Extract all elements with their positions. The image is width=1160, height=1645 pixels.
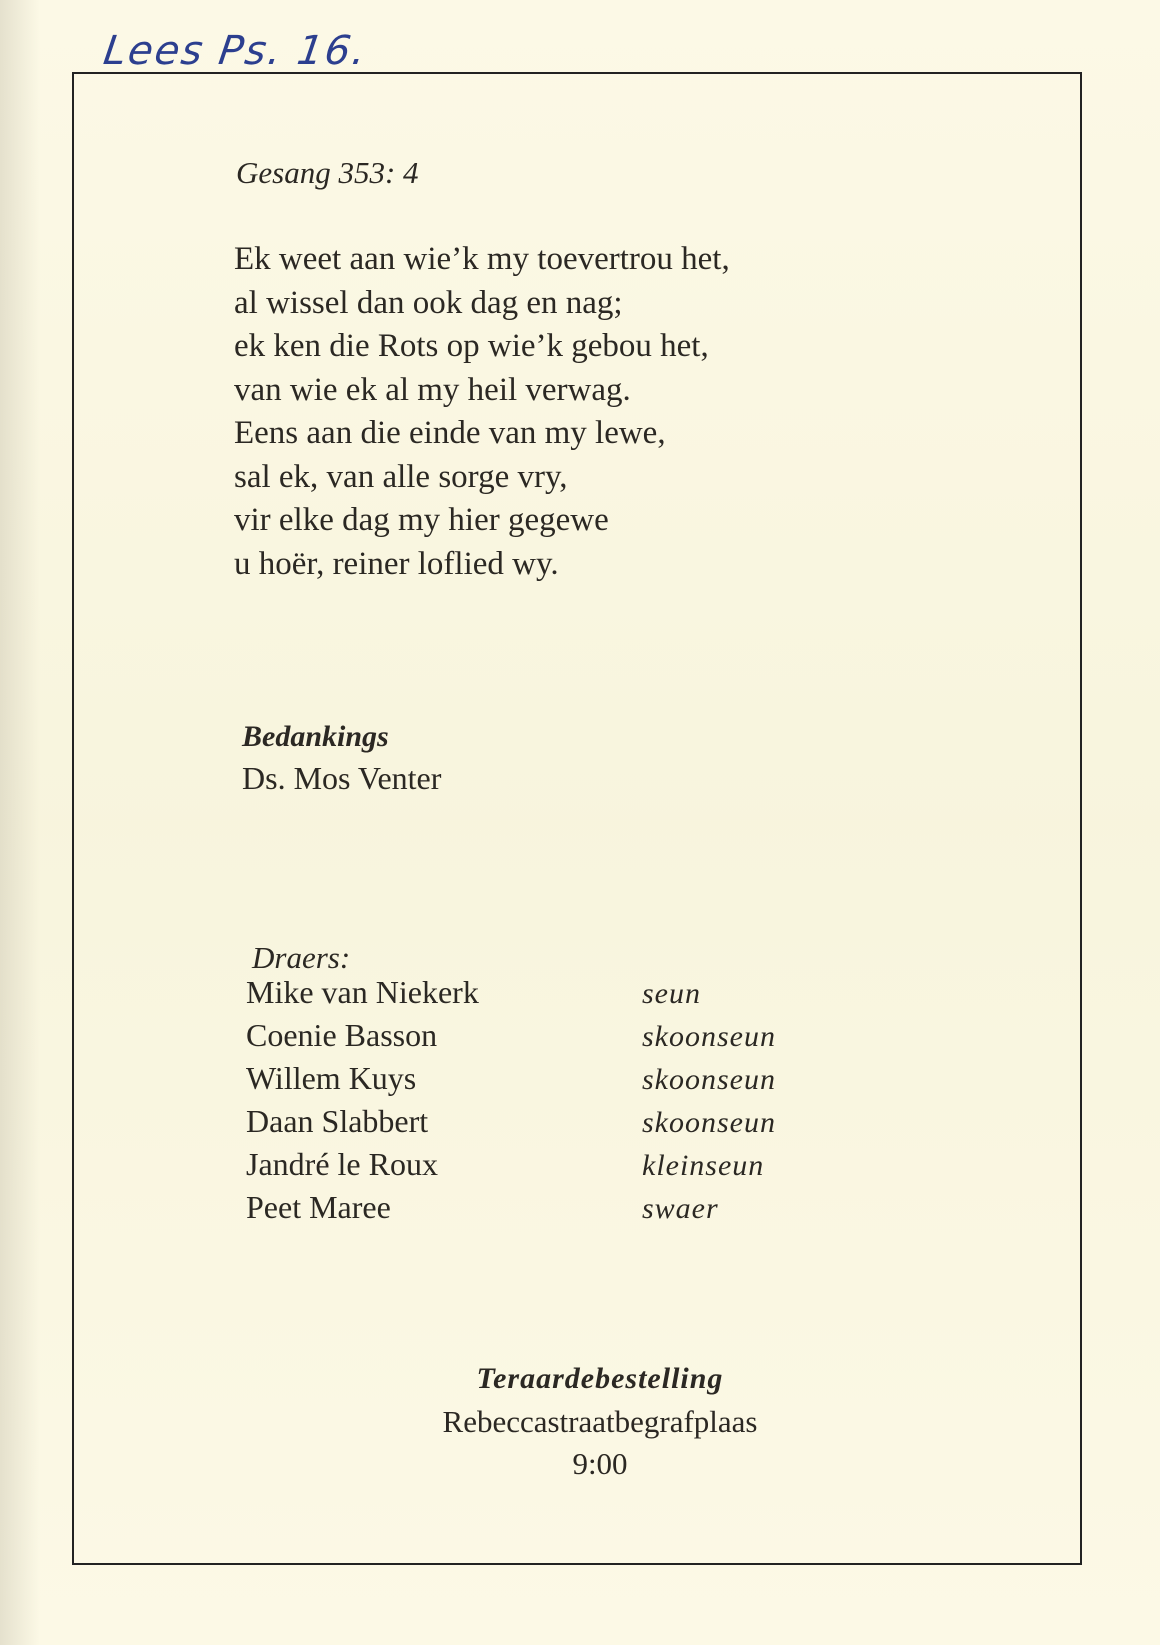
bearer-row (246, 974, 846, 1017)
verse-line: ek ken die Rots op wie’k gebou het, (234, 328, 709, 364)
burial-heading: Teraardebestelling (476, 1362, 724, 1395)
handwritten-note: Lees Ps. 16. (100, 28, 371, 74)
bearers-list (246, 974, 846, 1232)
bearer-name: Mike van Niekerk (246, 974, 479, 1010)
bearer-relation: skoonseun (642, 1020, 776, 1053)
hymn-verse (234, 238, 730, 586)
bearer-name: Coenie Basson (246, 1017, 438, 1053)
verse-line: al wissel dan ook dag en nag; (234, 284, 623, 321)
bearer-relation: skoonseun (642, 1106, 776, 1139)
hymn-title: Gesang 353: 4 (236, 155, 419, 190)
verse-line: van wie ek al my heil verwag. (234, 371, 631, 408)
thanks-heading: Bedankings (242, 720, 389, 753)
bearer-name: Willem Kuys (246, 1060, 417, 1096)
verse-line: u hoër, reiner loflied wy. (234, 545, 559, 582)
bearer-relation: swaer (642, 1192, 719, 1225)
bearer-row (246, 1189, 846, 1232)
bearer-relation: seun (642, 977, 701, 1010)
bearer-row (246, 1103, 846, 1146)
page-fold-shadow (0, 0, 40, 1645)
bearer-name: Peet Maree (246, 1189, 391, 1225)
bearer-name: Jandré le Roux (246, 1146, 438, 1182)
verse-line: Eens aan die einde van my lewe, (234, 415, 666, 451)
burial-place: Rebeccastraatbegrafplaas (442, 1404, 758, 1439)
bearers-heading: Draers: (252, 940, 351, 975)
burial-time: 9:00 (572, 1446, 628, 1481)
burial-section (300, 1362, 900, 1482)
verse-line: vir elke dag my hier gegewe (234, 502, 609, 538)
bearer-relation: kleinseun (642, 1149, 765, 1182)
bearer-row (246, 1146, 846, 1189)
thanks-name: Ds. Mos Venter (242, 760, 442, 796)
verse-line: sal ek, van alle sorge vry, (234, 458, 568, 495)
bearer-relation: skoonseun (642, 1063, 776, 1096)
bearer-row (246, 1017, 846, 1060)
verse-line: Ek weet aan wie’k my toevertrou het, (234, 241, 730, 277)
bearer-row (246, 1060, 846, 1103)
bearer-name: Daan Slabbert (246, 1103, 429, 1139)
